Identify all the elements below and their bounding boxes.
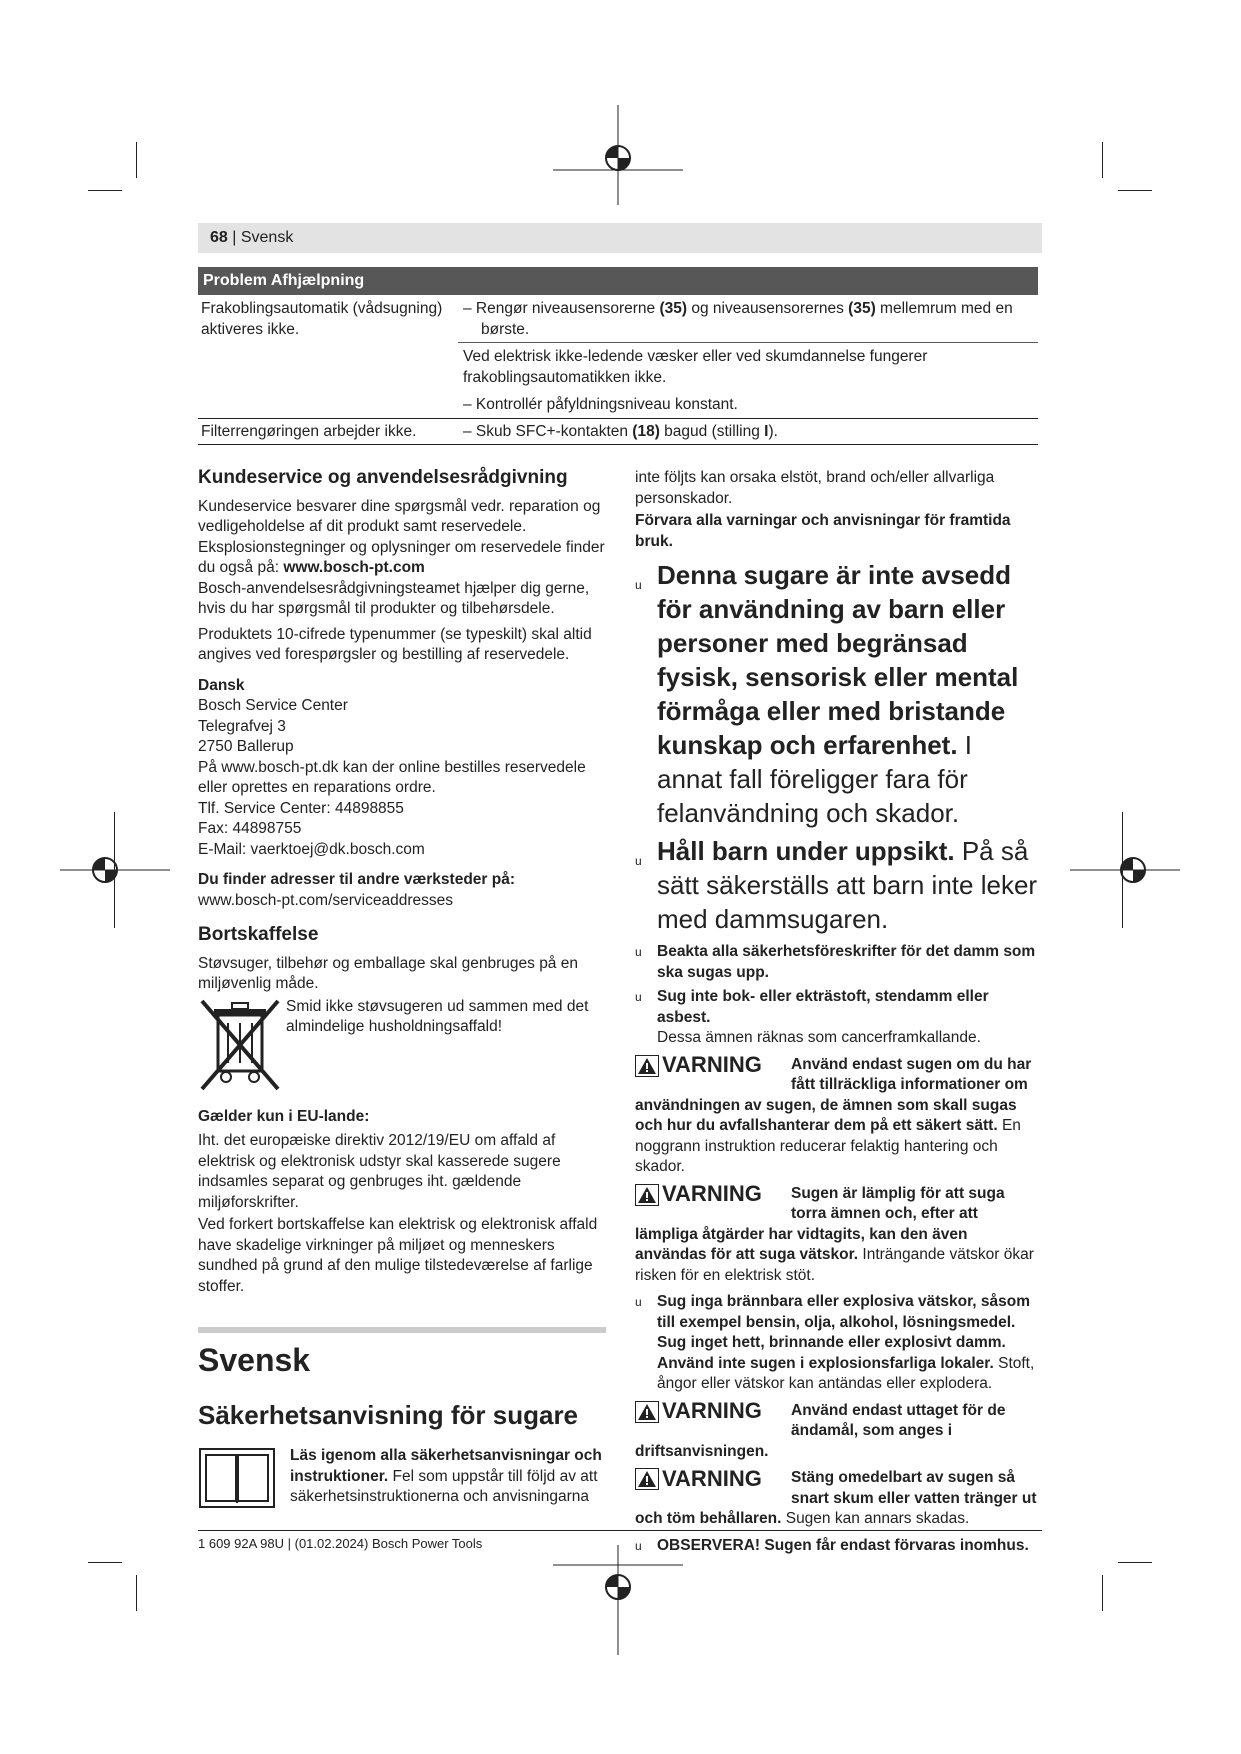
paragraph: Støvsuger, tilbehør og emballage skal genbruges på en miljøvenlig måde.: [198, 954, 578, 992]
link-serviceaddresses[interactable]: www.bosch-pt.com/serviceaddresses: [198, 891, 453, 909]
section-heading: Kundeservice og anvendelsesrådgivning: [198, 467, 568, 488]
warning-triangle-icon: [635, 1055, 659, 1077]
table-title: Problem Afhjælpning: [198, 267, 1038, 295]
crossed-bin-icon: [198, 997, 282, 1093]
address-line: Tlf. Service Center: 44898855: [198, 799, 404, 817]
bullet-marker: u: [635, 945, 642, 959]
safety-bullet: u Sug inte bok- eller ekträstoft, stendamm eller asbest. Dessa ämnen räknas som cancerframkallande.: [635, 988, 989, 1046]
crop-mark: [1118, 1562, 1152, 1563]
right-column: [635, 468, 1043, 1556]
table-divider: [198, 444, 1038, 445]
table-cell-solution: – Skub SFC+-kontakten (18) bagud (stilling I).: [463, 423, 778, 440]
table-divider: [198, 418, 1038, 419]
address-line: Telegrafvej 3: [198, 717, 286, 735]
bullet-marker: u: [635, 990, 642, 1004]
safety-bullet: u Beakta alla säkerhetsföreskrifter för det damm som ska sugas upp.: [635, 943, 1036, 981]
address-line: På www.bosch-pt.dk kan der online bestilles reservedele eller oprettes en reparations ordre.: [198, 758, 586, 796]
warning-triangle-icon: [635, 1401, 659, 1423]
warning-block: VARNING Använd endast uttaget för de ändamål, som anges i driftsanvisningen.: [635, 1398, 1006, 1460]
table-cell-solution: Ved elektrisk ikke-ledende væsker eller ved skumdannelse fungerer frakoblingsautomatikken ikke.: [463, 348, 928, 386]
warning-badge: VARNING: [635, 1055, 791, 1077]
registration-mark-icon: [1070, 845, 1180, 895]
safety-bullet: u Denna sugare är inte avsedd för användning av barn eller personer med begränsad fysisk, sensorisk eller mental förmåga eller med bristande kunskap och erfarenhet. I annat fall föreligger fara för felanvändning och skador.: [635, 560, 1019, 828]
crop-mark: [1102, 142, 1103, 178]
safety-bullet: u Sug inga brännbara eller explosiva vätskor, såsom till exempel bensin, olja, alkohol, lösningsmedel. Sug inget hett, brinnande eller explosivt damm. Använd inte sugen i explosionsfarliga lokaler. Stoft, ångor eller vätskor kan antändas eller explodera.: [635, 1293, 1035, 1392]
page-header: [198, 223, 1042, 253]
left-column: [198, 468, 606, 1302]
header-separator: |: [227, 229, 241, 246]
warning-block: VARNING Sugen är lämplig för att suga torra ämnen och, efter att lämpliga åtgärder har vidtagits, kan den även användas för att suga vätskor. Inträngande vätskor ökar risken för en elektrisk stöt.: [635, 1181, 1034, 1284]
warning-badge: VARNING: [635, 1468, 791, 1490]
paragraph: Ved forkert bortskaffelse kan elektrisk og elektronisk affald have skadelige virkninger på miljøet og menneskers sundhed på grund af den mulige tilstedeværelse af farlige stoffer.: [198, 1216, 598, 1295]
address-line: 2750 Ballerup: [198, 738, 294, 755]
section-heading: Bortskaffelse: [198, 924, 319, 945]
crop-mark: [1118, 190, 1152, 191]
warning-badge: VARNING: [635, 1401, 791, 1423]
warning-block: VARNING Stäng omedelbart av sugen så snart skum eller vatten tränger ut och töm behållaren. Sugen kan annars skadas.: [635, 1465, 1037, 1527]
read-instructions: Läs igenom alla säkerhetsanvisningar och instruktioner. Fel som uppstår till följd av att säkerhetsinstruktionerna och anvisningarna: [290, 1447, 602, 1505]
footer-rule: [198, 1530, 1042, 1531]
registration-mark-icon: [553, 105, 683, 205]
table-cell-solution: – Rengør niveausensorerne (35) og niveausensorernes (35) mellemrum med en børste.: [463, 300, 1013, 338]
section-heading: Säkerhetsanvisning för sugare: [198, 1400, 579, 1430]
registration-mark-icon: [60, 845, 170, 895]
link-bosch[interactable]: www.bosch-pt.com: [283, 559, 425, 576]
chapter-title: Svensk: [198, 1342, 311, 1378]
address-line: Fax: 44898755: [198, 820, 302, 837]
warning-triangle-icon: [635, 1184, 659, 1206]
paragraph: Bosch-anvendelsesrådgivningsteamet hjælper dig gerne, hvis du har spørgsmål til produkter og tilbehørsdele.: [198, 579, 590, 617]
paragraph: inte följts kan orsaka elstöt, brand och/eller allvarliga personskador.: [635, 469, 995, 507]
table-divider: [458, 342, 1038, 343]
paragraph: Kundeservice besvarer dine spørgsmål vedr. reparation og vedligeholdelse af dit produkt samt reservedele. Eksplosionstegninger og oplysninger om reservedele finder du også på: www.bosch-pt.com: [198, 497, 605, 576]
page-number: 68: [210, 229, 228, 246]
subheading: Gælder kun i EU-lande:: [198, 1107, 370, 1125]
address-line: Bosch Service Center: [198, 697, 348, 714]
warning-triangle-icon: [635, 1468, 659, 1490]
crop-mark: [88, 190, 122, 191]
warning-block: VARNING Använd endast sugen om du har fått tillräckliga informationer om användningen av sugen, de ämnen som skall sugas och hur du avfallshanterar dem på ett säkert sätt. En noggrann instruktion reducerar felaktig hantering och skador.: [635, 1052, 1032, 1175]
crop-mark: [1102, 1575, 1103, 1611]
section-rule: [198, 1327, 606, 1333]
bullet-marker: u: [635, 854, 642, 868]
safety-bullet: u Håll barn under uppsikt. På så sätt säkerställs att barn inte leker med dammsugaren.: [635, 836, 1038, 934]
disposal-note: Smid ikke støvsugeren ud sammen med det almindelige husholdningsaffald!: [286, 997, 589, 1035]
header-section: Svensk: [240, 229, 294, 246]
table-cell-solution: – Kontrollér påfyldningsniveau konstant.: [463, 396, 738, 413]
table-cell-problem: Filterrengøringen arbejder ikke.: [201, 423, 417, 440]
paragraph: Förvara alla varningar och anvisningar för framtida bruk.: [635, 512, 1011, 550]
address-line: E-Mail: vaerktoej@dk.bosch.com: [198, 840, 425, 858]
bullet-marker: u: [635, 1538, 642, 1553]
address-title: Dansk: [198, 676, 245, 694]
paragraph: Produktets 10-cifrede typenummer (se typeskilt) skal altid angives ved forespørgsler og bestilling af reservedele.: [198, 625, 592, 663]
crop-mark: [88, 1562, 122, 1563]
registration-mark-icon: [553, 1545, 683, 1655]
disposal-block: [198, 997, 606, 1097]
crop-mark: [136, 142, 137, 178]
footer-text: 1 609 92A 98U | (01.02.2024) Bosch Power Tools: [198, 1536, 483, 1551]
bullet-marker: u: [635, 578, 642, 592]
safety-bullet: u OBSERVERA! Sugen får endast förvaras inomhus.: [635, 1536, 1043, 1557]
warning-badge: VARNING: [635, 1184, 791, 1206]
book-icon: [198, 1445, 276, 1509]
crop-mark: [136, 1575, 137, 1611]
bullet-marker: u: [635, 1295, 642, 1309]
paragraph: Iht. det europæiske direktiv 2012/19/EU om affald af elektrisk og elektronisk udstyr skal kasserede sugere indsamles separat og genbruges iht. gældende miljøforskrifter.: [198, 1132, 561, 1211]
table-cell-problem: Frakoblingsautomatik (vådsugning) aktiveres ikke.: [201, 300, 443, 338]
subheading: Du finder adresser til andre værksteder på:: [198, 871, 516, 888]
